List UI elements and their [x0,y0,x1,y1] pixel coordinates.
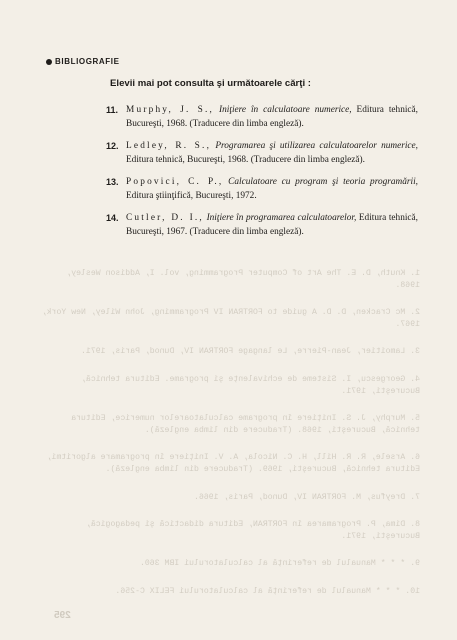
reference-number: 13. [106,177,119,187]
reference-title: Iniţiere în calculatoare numerice, [219,105,352,115]
reference-number: 12. [106,141,119,151]
bullet-icon [46,59,52,65]
bleed-through-line: 8. Dima, P. Programarea în FORTRAN, Editura didactică şi pedagogică, Bucureşti, 1971. [80,520,420,541]
reference-author: Cutler, D. I., [126,213,204,223]
reference-author: Ledley, R. S., [126,141,212,151]
bleed-through-line: 3. Lamoitier, Jean-Pierre, Le langage FORTRAN IV, Dunod, Paris, 1971. [80,347,420,357]
reference-item [106,175,418,203]
bleed-through-line: 6. Arsele, R. R. Hill, H. C. Nicola, A. V. Iniţiere în programare algoritmi, Editura tehnică, Bucureşti, 1969. (Traducere din limba engleză). [41,453,420,474]
reference-list [106,103,418,247]
reference-publisher: Editura tehnică, Bucureşti, 1968. (Traducere din limba engleză). [126,155,365,165]
reference-author: Popovici, C. P., [126,177,224,187]
reference-title: Calculatoare cu program şi teoria programării, [228,177,418,187]
bleed-through-line: 5. Murphy, J. S. Iniţiere în programe calculatoarelor numerice, Editura tehnică, Bucureşti, 1968. (Traducere din limba engleză). [66,414,420,435]
reference-title: Programarea şi utilizarea calculatoarelor numerice, [215,141,418,151]
bleed-through-line: 2. Mc Cracken, D. D. A guide to FORTRAN IV Programming, John Wiley, New York, 1967. [36,308,420,329]
bleed-through-line: 1. Knuth, D. E. The Art of Computer Programming, vol. I, Addison Wesley, 1968. [61,269,420,290]
bleed-through-page-number: 295 [54,610,71,621]
section-header [46,57,120,66]
bleed-through-line: 9. * * * Manualul de referinţă al calculatorului IBM 360. [139,559,420,569]
bleed-through-line: 4. Georgescu, I. Sisteme de echivalenţe şi programe. Editura tehnică, Bucureşti, 1971. [76,374,420,396]
intro-text: Elevii mai pot consulta şi următoarele cărţi : [110,78,312,89]
reference-number: 14. [106,213,119,223]
reference-author: Murphy, J. S., [126,105,215,115]
reference-item [106,139,418,167]
reference-title: Iniţiere în programarea calculatoarelor, [206,213,357,223]
section-header-label: BIBLIOGRAFIE [55,57,120,66]
reference-number: 11. [106,105,119,115]
bleed-through-text [36,268,420,614]
reference-item [106,211,418,239]
reference-publisher: Editura tehnică, Bucureşti, 1968. (Traducere din limba engleză). [126,105,419,129]
bleed-through-line: 10. * * * Manualul de referinţă al calculatorului FELIX C-256. [115,586,420,596]
reference-publisher: Editura ştiinţifică, Bucureşti, 1972. [126,191,257,201]
reference-item [106,103,418,131]
reference-publisher: Editura tehnică, Bucureşti, 1967. (Traducere din limba engleză). [126,213,418,237]
bleed-through-line: 7. Dreyfus, M. FORTRAN IV, Dunod, Paris, 1966. [193,492,420,502]
